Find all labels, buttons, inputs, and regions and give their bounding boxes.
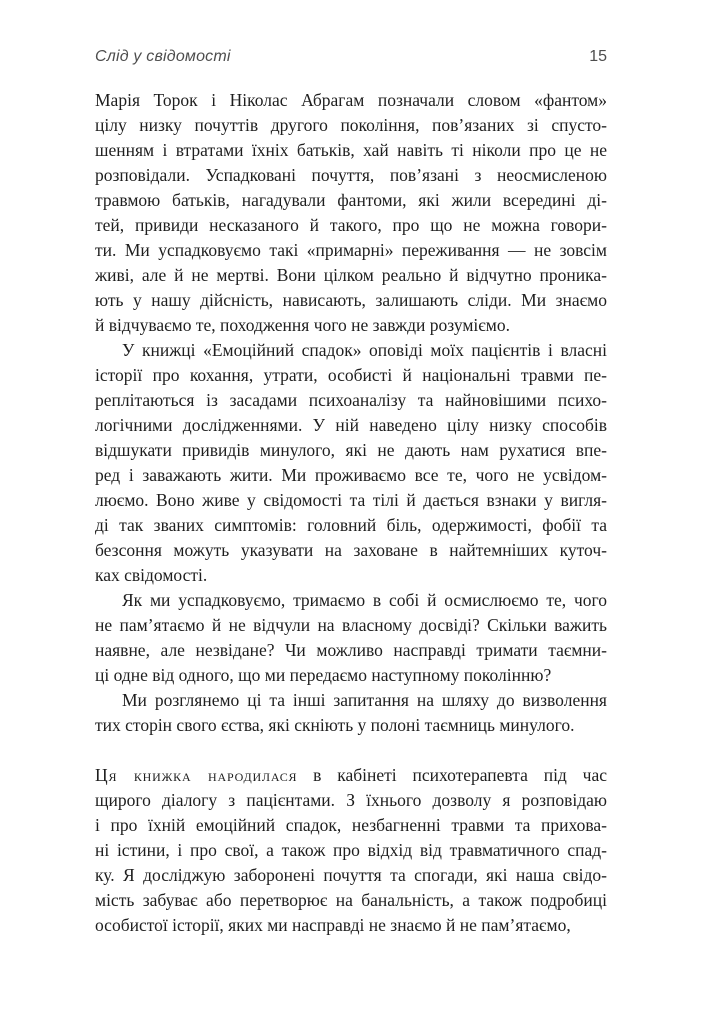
- text-line: цілу низку почуттів другого покоління, пов’язаних зі спусто-: [95, 115, 607, 135]
- text-line: Ми розглянемо ці та інші запитання на шляху до визволення: [122, 690, 607, 710]
- text-line: логічними дослідженнями. У ній наведено цілу низку способів: [95, 415, 607, 435]
- text-line: ред і заважають жити. Ми проживаємо все те, чого не усвідом-: [95, 465, 607, 485]
- section-lead-smallcaps: Ця книжка народилася: [95, 765, 298, 785]
- text-line: і про їхній емоційний спадок, незбагненні травми та прихова-: [95, 815, 607, 835]
- text-line: відшукати привидів минулого, які не дають нам рухатися впе-: [95, 440, 607, 460]
- text-line: ках свідомості.: [95, 565, 208, 585]
- text-line: У книжці «Емоційний спадок» оповіді моїх пацієнтів і власні: [122, 340, 607, 360]
- text-line: реплітаються із засадами психоаналізу та найновішими психо-: [95, 390, 607, 410]
- text-line: особистої історії, яких ми насправді не знаємо й не пам’ятаємо,: [95, 915, 571, 935]
- text-line: ють у нашу дійсність, нависають, залишають сліди. Ми знаємо: [95, 290, 607, 310]
- running-title: Слід у свідомості: [95, 48, 231, 65]
- text-line: ці одне від одного, що ми передаємо наступному поколінню?: [95, 665, 552, 685]
- text-line: шенням і втратами їхніх батьків, хай навіть ті ніколи про це не: [95, 140, 607, 160]
- text-line: живі, але й не мертві. Вони цілком реально й відчутно проника-: [95, 265, 607, 285]
- text-line: ні істини, і про свої, а також про відхід від травматичного спад-: [95, 840, 607, 860]
- text-block: [95, 88, 607, 938]
- paragraph: [95, 688, 607, 738]
- paragraph: [95, 588, 607, 688]
- text-line: й відчуваємо те, походження чого не завжди розуміємо.: [95, 315, 511, 335]
- page-number: 15: [589, 48, 607, 65]
- text-line: мість забуває або перетворює на банальність, а також подробиці: [95, 890, 607, 910]
- text-line: не пам’ятаємо й не відчули на власному досвіді? Скільки важить: [95, 615, 607, 635]
- page-content: [95, 48, 607, 938]
- text-line: наявне, але незвідане? Чи можливо насправді тримати таємни-: [95, 640, 607, 660]
- page-header: [95, 48, 607, 68]
- text-line: щирого діалогу з пацієнтами. З їхнього дозволу я розповідаю: [95, 790, 607, 810]
- text-line: ку. Я досліджую заборонені почуття та спогади, які наша свідо-: [95, 865, 607, 885]
- text-line: Марія Торок і Ніколас Абрагам позначали словом «фантом»: [95, 90, 607, 110]
- text-line: тих сторін свого єства, які скніють у полоні таємниць минулого.: [95, 715, 575, 735]
- text-line: історії про кохання, утрати, особисті й національні травми пе-: [95, 365, 607, 385]
- text-line: розповідали. Успадковані почуття, пов’язані з неосмисленою: [95, 165, 607, 185]
- paragraph: [95, 338, 607, 588]
- text-line: травмою батьків, нагадували фантоми, які жили всередині ді-: [95, 190, 607, 210]
- text-line: Як ми успадковуємо, тримаємо в собі й осмислюємо те, чого: [122, 590, 607, 610]
- text-line: Ця книжка народилася в кабінеті психотерапевта під час: [95, 765, 607, 785]
- text-line: люємо. Воно живе у свідомості та тілі й дається взнаки у вигля-: [95, 490, 607, 510]
- paragraph: [95, 88, 607, 338]
- text-line: безсоння можуть указувати на заховане в найтемніших куточ-: [95, 540, 607, 560]
- text-line: ді так званих симптомів: головний біль, одержимості, фобії та: [95, 515, 607, 535]
- text-line: ти. Ми успадковуємо такі «примарні» переживання — не зовсім: [95, 240, 607, 260]
- text-line: тей, привиди несказаного й такого, про що не можна говори-: [95, 215, 607, 235]
- paragraph: [95, 763, 607, 938]
